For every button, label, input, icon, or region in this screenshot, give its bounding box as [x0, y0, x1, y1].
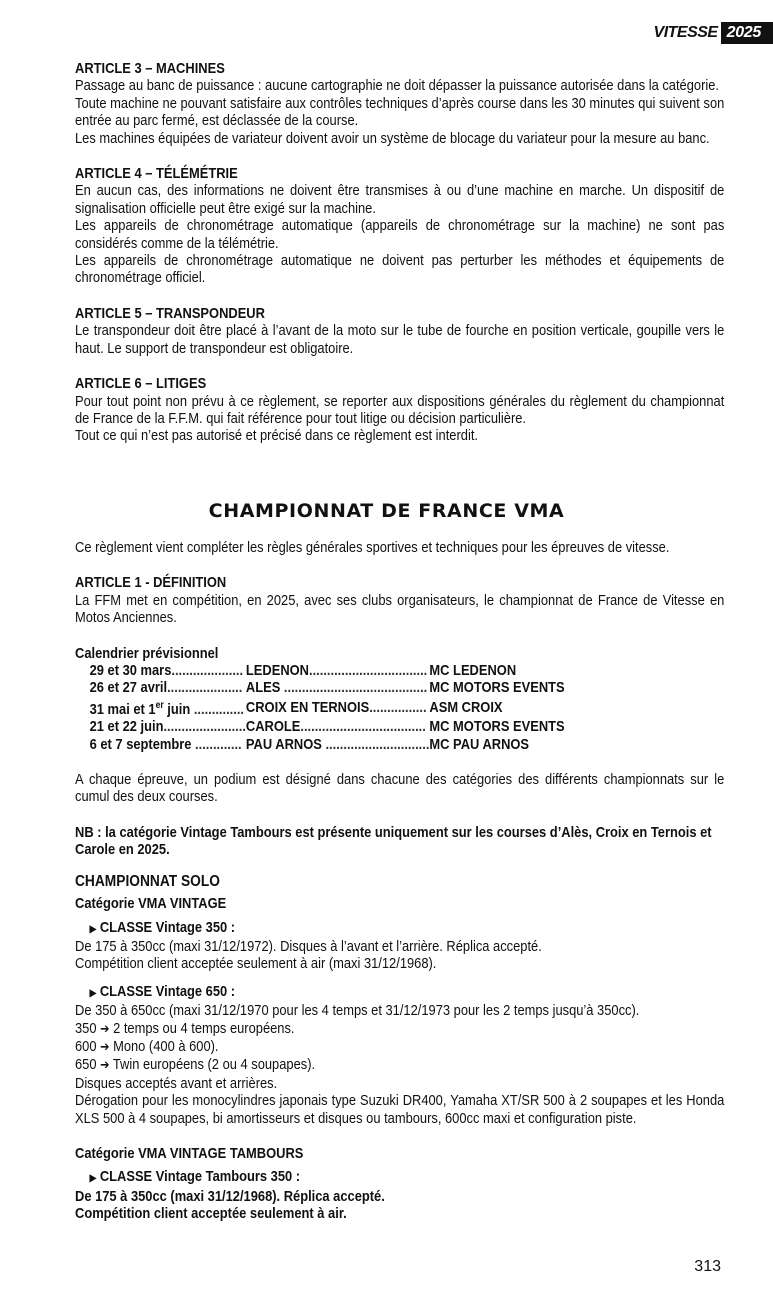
solo-title: CHAMPIONNAT SOLO: [75, 872, 220, 890]
class-650-arrow-line: 350 ➔ 2 temps ou 4 temps européens.: [75, 1019, 295, 1037]
calendar-club: MC LEDENON: [429, 662, 517, 680]
article-3-paragraph: Les machines équipées de variateur doivent avoir un système de blocage du variateur pour la mesure au banc.: [75, 129, 710, 147]
article-4-paragraph: Les appareils de chronométrage automatique (appareils de chronométrage sur la machine) ne sont pas considérés comme de la télémétrie.: [75, 217, 725, 252]
article-5-paragraph: Le transpondeur doit être placé à l’avant de la moto sur le tube de fourche en position verticale, goupille vers le haut. Le support de transpondeur est obligatoire.: [75, 322, 725, 357]
article-5: [75, 305, 724, 357]
article-6-title: ARTICLE 6 – LITIGES: [75, 375, 207, 393]
triangle-icon: ▶: [89, 987, 97, 999]
class-650-arrow-line: 650 ➔ Twin européens (2 ou 4 soupapes).: [75, 1056, 316, 1074]
class-650-line: Disques acceptés avant et arrières.: [75, 1074, 278, 1092]
article-3-paragraph: Toute machine ne pouvant satisfaire aux contrôles techniques d’après course dans les 30 minutes qui suivent son entrée au parc fermé, est déclassée de la course.: [75, 94, 725, 130]
class-tambours-350-line: Compétition client acceptée seulement à air.: [75, 1205, 347, 1223]
calendar-club: ASM CROIX: [429, 698, 503, 716]
article-6-paragraph: Tout ce qui n’est pas autorisé et précisé dans ce règlement est interdit.: [75, 427, 478, 445]
calendar-title: Calendrier prévisionnel: [75, 644, 219, 662]
class-350-line: De 175 à 350cc (maxi 31/12/1972). Disques à l’avant et l’arrière. Réplica accepté.: [75, 937, 542, 955]
calendar-row: [90, 697, 565, 718]
calendar-venue: PAU ARNOS .............................: [245, 735, 430, 753]
calendar-venue: ALES ........................................: [245, 679, 428, 697]
triangle-icon: ▶: [89, 923, 97, 935]
header-badge: [654, 22, 773, 44]
article-6: [75, 375, 724, 445]
vintage-category-title: Catégorie VMA VINTAGE: [75, 895, 227, 913]
calendar-club: MC PAU ARNOS: [429, 735, 530, 753]
calendar-club: MC MOTORS EVENTS: [429, 718, 565, 736]
podium-text: A chaque épreuve, un podium est désigné dans chacune des catégories des différents championnats sur le cumul des deux courses.: [75, 771, 725, 806]
calendar-venue: CAROLE...................................: [245, 718, 426, 736]
content-bottom: [75, 539, 773, 1223]
arrow-right-icon: ➔: [100, 1039, 110, 1055]
calendar-row: [90, 736, 565, 753]
class-tambours-350-title: ▶ CLASSE Vintage Tambours 350 :: [89, 1168, 301, 1186]
article-4-paragraph: En aucun cas, des informations ne doivent être transmises à ou d’une machine en marche. Un dispositif de signalisation officielle peut être exigé sur la machine.: [75, 182, 725, 217]
article-4-title: ARTICLE 4 – TÉLÉMÉTRIE: [75, 165, 238, 183]
class-350-line: Compétition client acceptée seulement à air (maxi 31/12/1968).: [75, 955, 437, 973]
nb-text: NB : la catégorie Vintage Tambours est présente uniquement sur les courses d’Alès, Croix en Ternois et Carole en 2025.: [75, 823, 712, 859]
class-650-arrow-line: 600 ➔ Mono (400 à 600).: [75, 1037, 219, 1055]
arrow-right-icon: ➔: [100, 1021, 110, 1037]
triangle-icon: ▶: [89, 1173, 97, 1185]
calendar-row: [90, 662, 565, 679]
calendar-row: [90, 718, 565, 735]
calendar-club: MC MOTORS EVENTS: [429, 679, 565, 697]
article-3-paragraph: Passage au banc de puissance : aucune cartographie ne doit dépasser la puissance autorisée dans la catégorie.: [75, 77, 720, 95]
calendar-date: 21 et 22 juin.......................: [89, 718, 246, 736]
article-4-paragraph: Les appareils de chronométrage automatique ne doivent pas perturber les méthodes et équipements de chronométrage officiel.: [75, 252, 725, 287]
class-650-title: ▶ CLASSE Vintage 650 :: [89, 982, 236, 1000]
calendar-venue: CROIX EN TERNOIS................: [245, 698, 427, 716]
article-1: [75, 574, 724, 626]
class-650-line: De 350 à 650cc (maxi 31/12/1970 pour les 4 temps et 31/12/1973 pour les 2 temps jusqu’à 350cc).: [75, 1002, 640, 1020]
class-350-title: ▶ CLASSE Vintage 350 :: [89, 918, 236, 936]
calendar-date: 26 et 27 avril.....................: [89, 679, 243, 697]
content-top: [75, 60, 773, 445]
article-3: [75, 60, 724, 147]
header-title: VITESSE: [653, 24, 718, 41]
article-3-title: ARTICLE 3 – MACHINES: [75, 60, 225, 77]
calendar-date: 29 et 30 mars....................: [89, 662, 244, 680]
championship-title: CHAMPIONNAT DE FRANCE VMA: [208, 500, 565, 522]
calendar-date: 6 et 7 septembre .............: [89, 735, 242, 753]
calendar-table: [90, 662, 565, 753]
article-6-paragraph: Pour tout point non prévu à ce règlement, se reporter aux dispositions générales du règlement du championnat de France de la F.F.M. qui fait référence pour tout litige ou décision particulière.: [75, 392, 725, 427]
calendar-date: 31 mai et 1er juin ..............: [89, 699, 245, 718]
article-1-title: ARTICLE 1 - DÉFINITION: [75, 574, 227, 592]
class-tambours-350-line: De 175 à 350cc (maxi 31/12/1968). Réplica accepté.: [75, 1187, 385, 1205]
article-4: [75, 165, 724, 287]
arrow-right-icon: ➔: [100, 1058, 110, 1074]
calendar-venue: LEDENON.................................: [245, 662, 428, 680]
article-1-text: La FFM met en compétition, en 2025, avec ses clubs organisateurs, le championnat de France de Vitesse en Motos Anciennes.: [75, 591, 725, 627]
page-number: 313: [694, 1258, 721, 1275]
article-5-title: ARTICLE 5 – TRANSPONDEUR: [75, 304, 265, 322]
class-650-line: Dérogation pour les monocylindres japonais type Suzuki DR400, Yamaha XT/SR 500 à 2 soupapes et les Honda XLS 500 à 4 soupapes, bi amortisseurs et disques ou tambours, 600cc maxi et configuration piste.: [75, 1092, 725, 1127]
intro-text: Ce règlement vient compléter les règles générales sportives et techniques pour les épreuves de vitesse.: [75, 539, 670, 556]
tambours-category-title: Catégorie VMA VINTAGE TAMBOURS: [75, 1144, 304, 1162]
calendar-row: [90, 679, 565, 696]
header-year: 2025: [721, 22, 773, 44]
